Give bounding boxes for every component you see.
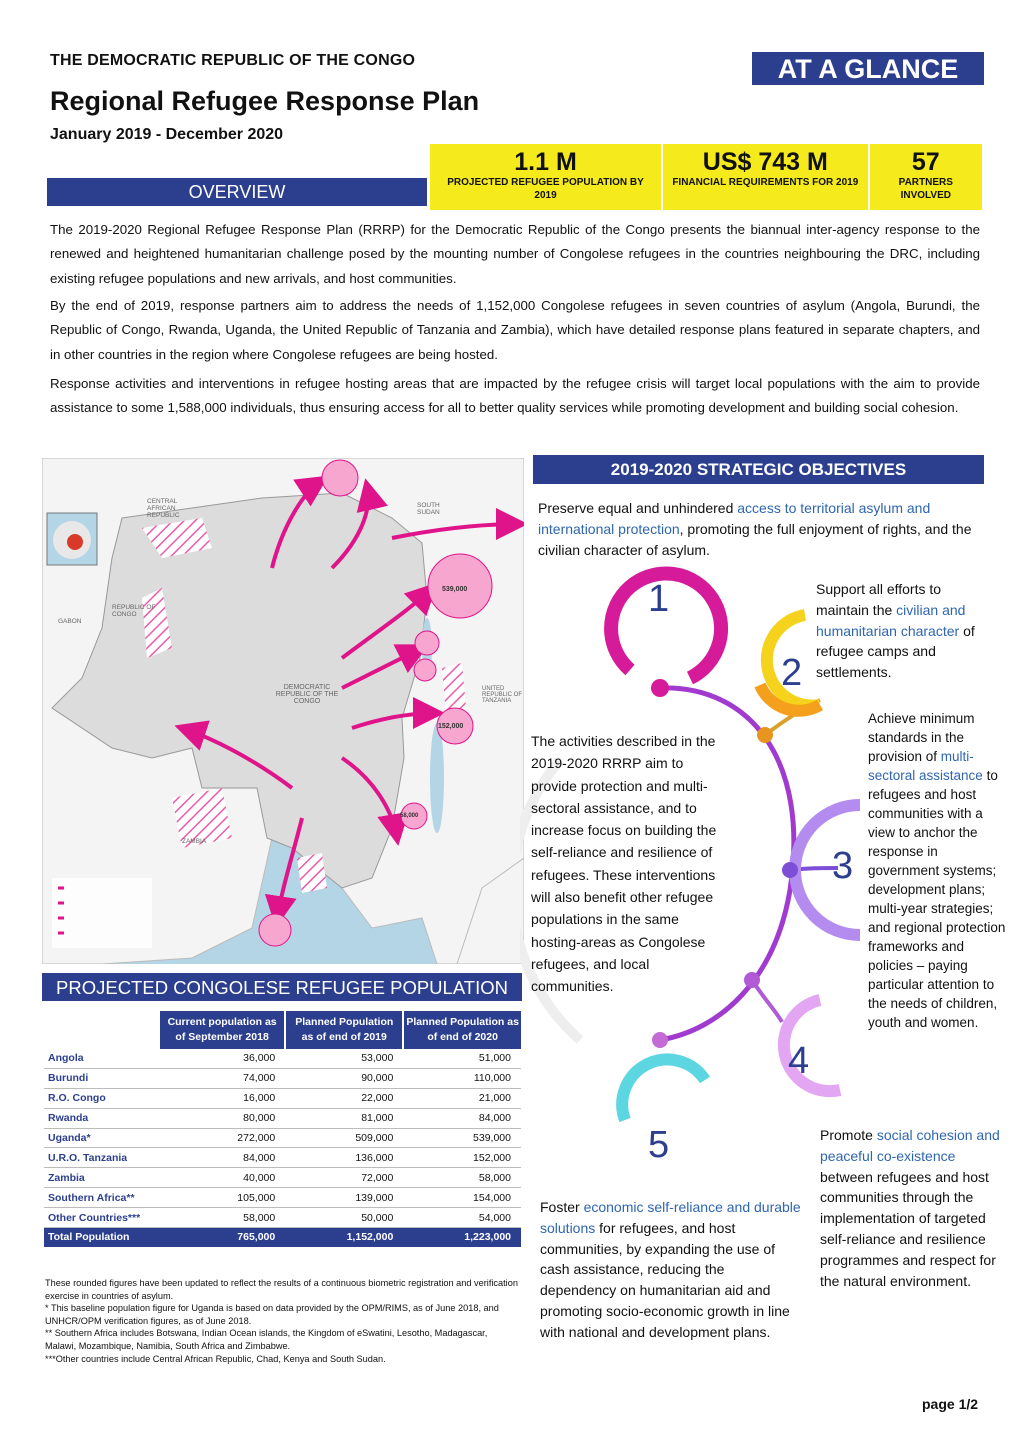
value-cell: 72,000 <box>285 1168 403 1188</box>
value-cell: 16,000 <box>159 1088 285 1108</box>
population-table <box>44 1011 521 1247</box>
footnote: These rounded figures have been updated to reflect the results of a continuous biometric registration and verification exercise in countries of asylum. <box>45 1278 518 1301</box>
value-cell: 40,000 <box>159 1168 285 1188</box>
value-cell: 139,000 <box>285 1188 403 1208</box>
overview-heading: OVERVIEW <box>47 178 427 206</box>
table-row <box>44 1108 521 1128</box>
map-label-tanzania: UNITED REPUBLIC OF TANZANIA <box>482 686 523 704</box>
map-label-south-sudan: SOUTH SUDAN <box>417 502 440 516</box>
value-cell: 58,000 <box>403 1168 521 1188</box>
table-footnotes <box>45 1277 520 1365</box>
country-name: THE DEMOCRATIC REPUBLIC OF THE CONGO <box>50 52 416 69</box>
country-cell: U.R.O. Tanzania <box>44 1148 159 1168</box>
country-cell: Total Population <box>44 1228 159 1247</box>
objectives-summary: The activities described in the 2019-2020 RRRP aim to provide protection and multi-sectoral assistance, and to increase focus on building the self-reliance and resilience of refugees. These interventions will also benefit other refugee populations in the same hosting-areas as Congolese refugees, and local communities. <box>531 733 717 995</box>
column-header: Planned Population as of end of 2019 <box>285 1011 403 1049</box>
country-cell: Burundi <box>44 1068 159 1088</box>
column-header: Current population as of September 2018 <box>159 1011 285 1049</box>
value-cell: 58,000 <box>159 1208 285 1228</box>
value-cell: 80,000 <box>159 1108 285 1128</box>
stat-financial-requirements <box>663 144 869 210</box>
value-cell: 54,000 <box>403 1208 521 1228</box>
page-number: page 1/2 <box>922 1396 979 1412</box>
value-cell: 1,152,000 <box>285 1228 403 1247</box>
country-cell: Angola <box>44 1049 159 1068</box>
map-label-gabon: GABON <box>58 618 82 625</box>
value-cell: 74,000 <box>159 1068 285 1088</box>
country-cell: R.O. Congo <box>44 1088 159 1108</box>
value-cell: 84,000 <box>159 1148 285 1168</box>
table-row <box>44 1088 521 1108</box>
refugee-flow-map <box>42 458 524 964</box>
country-cell: Southern Africa** <box>44 1188 159 1208</box>
table-row <box>44 1208 521 1228</box>
overview-paragraph-3: Response activities and interventions in refugee hosting areas that are impacted by the refugee crisis will target local populations with the aim to provide assistance to some 1,588,000 individuals, thus ensuring access for all to better quality services while promoting development and building social cohesion. <box>50 376 980 416</box>
country-cell: Rwanda <box>44 1108 159 1128</box>
map-label-car: CENTRAL AFRICAN REPUBLIC <box>147 498 180 519</box>
objective-2-text: Support all efforts to maintain the civilian and humanitarian character of refugee camps and settlements. <box>816 581 975 681</box>
objectives-heading: 2019-2020 STRATEGIC OBJECTIVES <box>533 455 984 484</box>
table-row <box>44 1188 521 1208</box>
value-cell: 22,000 <box>285 1088 403 1108</box>
objective-4-text: Promote social cohesion and peaceful co-existence between refugees and host communities through the implementation of targeted self-reliance and resilience programmes and respect for the natural environment. <box>820 1127 1000 1289</box>
table-row <box>44 1168 521 1188</box>
value-cell: 110,000 <box>403 1068 521 1088</box>
value-cell: 136,000 <box>285 1148 403 1168</box>
value-cell: 81,000 <box>285 1108 403 1128</box>
value-cell: 84,000 <box>403 1108 521 1128</box>
country-cell: Other Countries*** <box>44 1208 159 1228</box>
column-header: Planned Population as of end of 2020 <box>403 1011 521 1049</box>
value-cell: 36,000 <box>159 1049 285 1068</box>
value-cell: 152,000 <box>403 1148 521 1168</box>
stat-label: PARTNERS INVOLVED <box>898 177 953 201</box>
country-cell: Zambia <box>44 1168 159 1188</box>
country-cell: Uganda* <box>44 1128 159 1148</box>
map-label-drc: DEMOCRATIC REPUBLIC OF THE CONGO <box>275 684 339 705</box>
value-cell: 509,000 <box>285 1128 403 1148</box>
value-cell: 1,223,000 <box>403 1228 521 1247</box>
overview-paragraph-1: The 2019-2020 Regional Refugee Response Plan (RRRP) for the Democratic Republic of the Congo presents the biannual inter-agency response to the renewed and heightened humanitarian challenge posed by the mounting number of Congolese refugees in the countries neighbouring the DRC, including existing refugee populations and new arrivals, and host communities. <box>50 222 980 286</box>
objective-number-3: 3 <box>832 845 854 887</box>
population-heading: PROJECTED CONGOLESE REFUGEE POPULATION <box>42 973 522 1001</box>
map-graphic <box>42 458 524 964</box>
map-bubble-uganda: 539,000 <box>442 586 468 593</box>
footnote: * This baseline population figure for Uganda is based on data provided by the OPM/RIMS, as of June 2018, and UNHCR/OPM verification figures, as of June 2018. <box>45 1303 499 1326</box>
page-title: Regional Refugee Response Plan <box>50 86 480 116</box>
at-a-glance-badge: AT A GLANCE <box>752 52 984 85</box>
value-cell: 90,000 <box>285 1068 403 1088</box>
table-row <box>44 1049 521 1068</box>
value-cell: 50,000 <box>285 1208 403 1228</box>
stat-partners <box>870 144 982 210</box>
footnote: ** Southern Africa includes Botswana, Indian Ocean islands, the Kingdom of eSwatini, Lesotho, Madagascar, Malawi, Mozambique, Namibia, South Africa and Zimbabwe. <box>45 1328 488 1351</box>
objective-number-1: 1 <box>648 578 670 620</box>
value-cell: 21,000 <box>403 1088 521 1108</box>
value-cell: 765,000 <box>159 1228 285 1247</box>
table-total-row <box>44 1228 521 1247</box>
objective-5-text: Foster economic self-reliance and durable solutions for refugees, and host communities, by expanding the use of cash assistance, reducing the dependency on humanitarian aid and promoting socio-economic growth in line with national and development plans. <box>540 1199 801 1340</box>
stat-refugee-population <box>430 144 663 210</box>
stat-label: FINANCIAL REQUIREMENTS FOR 2019 <box>672 177 859 188</box>
objective-3-text: Achieve minimum standards in the provision of multi-sectoral assistance to refugees and host communities with a view to anchor the response in government systems; development plans; multi-year strategies; and regional protection frameworks and policies – paying particular attention to the needs of children, youth and women. <box>868 711 1006 1030</box>
value-cell: 154,000 <box>403 1188 521 1208</box>
objective-number-5: 5 <box>648 1124 670 1166</box>
table-row <box>44 1128 521 1148</box>
objective-number-4: 4 <box>788 1040 810 1082</box>
stat-value: US$ 743 M <box>702 148 828 176</box>
footnote: ***Other countries include Central African Republic, Chad, Kenya and South Sudan. <box>45 1353 386 1364</box>
objective-1-text: Preserve equal and unhindered access to territorial asylum and international protection, promoting the full enjoyment of rights, and the civilian character of asylum. <box>538 500 972 558</box>
stat-value: 1.1 M <box>514 148 577 176</box>
table-row <box>44 1068 521 1088</box>
table-row <box>44 1148 521 1168</box>
map-bubble-zambia: 58,000 <box>400 813 419 819</box>
value-cell: 105,000 <box>159 1188 285 1208</box>
map-label-zambia: ZAMBIA <box>182 838 207 845</box>
value-cell: 51,000 <box>403 1049 521 1068</box>
value-cell: 539,000 <box>403 1128 521 1148</box>
value-cell: 53,000 <box>285 1049 403 1068</box>
stat-label: PROJECTED REFUGEE POPULATION BY 2019 <box>447 177 644 201</box>
plan-period: January 2019 - December 2020 <box>50 126 284 143</box>
overview-paragraph-2: By the end of 2019, response partners aim to address the needs of 1,152,000 Congolese refugees in seven countries of asylum (Angola, Burundi, the Republic of Congo, Rwanda, Uganda, the United Republic of Tanzania and Zambia), which have detailed response plans featured in separate chapters, and in other countries in the region where Congolese refugees are being hosted. <box>50 298 980 362</box>
value-cell: 272,000 <box>159 1128 285 1148</box>
map-label-roc: REPUBLIC OF CONGO <box>112 604 156 618</box>
stat-value: 57 <box>911 148 940 176</box>
objective-number-2: 2 <box>781 652 803 694</box>
map-bubble-tanzania: 152,000 <box>438 723 464 730</box>
key-figures-strip <box>430 144 982 210</box>
